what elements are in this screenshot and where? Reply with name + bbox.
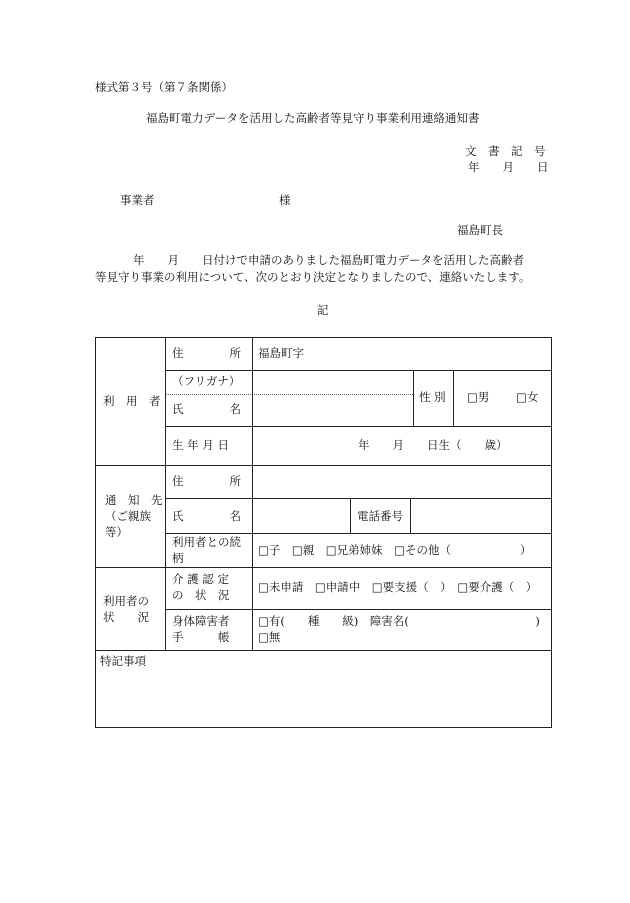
form-number: 様式第３号（第７条関係） — [95, 80, 233, 94]
document-number: 文 書 記 号 — [465, 144, 546, 158]
dob-value: 年 月 日生（ 歳） — [358, 438, 508, 452]
body-line-1: 年 月 日付けで申請のありました福島町電力データを活用した高齢者 — [133, 253, 524, 267]
notify-name-label: 氏 名 — [172, 509, 241, 523]
body-line-2: 等見守り事業の利用について、次のとおり決定となりましたので、連絡いたします。 — [95, 270, 531, 284]
address-label: 住 所 — [172, 346, 241, 360]
care-options[interactable]: □未申請 □申請中 □要支援（ ） □要介護（ ） — [258, 580, 538, 594]
notify-group-label-3: 等） — [105, 525, 128, 539]
disability-none-checkbox[interactable]: □無 — [258, 630, 281, 644]
care-label-2: の 状 況 — [172, 588, 230, 602]
sender: 福島町長 — [457, 223, 503, 237]
care-label-1: 介 護 認 定 — [172, 572, 229, 586]
notification-table — [95, 337, 552, 728]
notify-group-label-1: 通 知 先 — [105, 493, 163, 507]
notify-group-label-2: （ご親族 — [105, 509, 151, 523]
name-label: 氏 名 — [172, 402, 241, 416]
document-title: 福島町電力データを活用した高齢者等見守り事業利用連絡通知書 — [146, 111, 480, 125]
user-group-label: 利 用 者 — [103, 394, 161, 408]
dob-label: 生 年 月 日 — [172, 438, 229, 452]
remarks-label: 特記事項 — [100, 654, 146, 668]
gender-label: 性 別 — [419, 390, 446, 404]
status-group-label-1: 利用者の — [103, 594, 149, 608]
relation-label-2: 柄 — [172, 551, 184, 565]
notify-address-label: 住 所 — [172, 474, 241, 488]
furigana-label: （フリガナ） — [172, 374, 241, 388]
status-group-label-2: 状 況 — [103, 610, 149, 624]
relation-label-1: 利用者との続 — [172, 535, 241, 549]
gender-male-checkbox[interactable]: □男 — [467, 390, 490, 404]
disability-label-2: 手 帳 — [172, 630, 230, 644]
addressee-label: 事業者 — [120, 193, 155, 207]
addressee-suffix: 様 — [279, 193, 291, 207]
relation-options[interactable]: □子 □親 □兄弟姉妹 □その他（ ） — [258, 543, 532, 557]
disability-has-checkbox[interactable]: □有( 種 級) 障害名( ) — [258, 614, 540, 628]
ki-heading: 記 — [317, 303, 329, 317]
gender-female-checkbox[interactable]: □女 — [516, 390, 539, 404]
disability-label-1: 身体障害者 — [172, 614, 230, 628]
issue-date: 年 月 日 — [468, 160, 549, 174]
phone-label: 電話番号 — [357, 509, 403, 523]
address-value: 福島町字 — [258, 346, 304, 360]
